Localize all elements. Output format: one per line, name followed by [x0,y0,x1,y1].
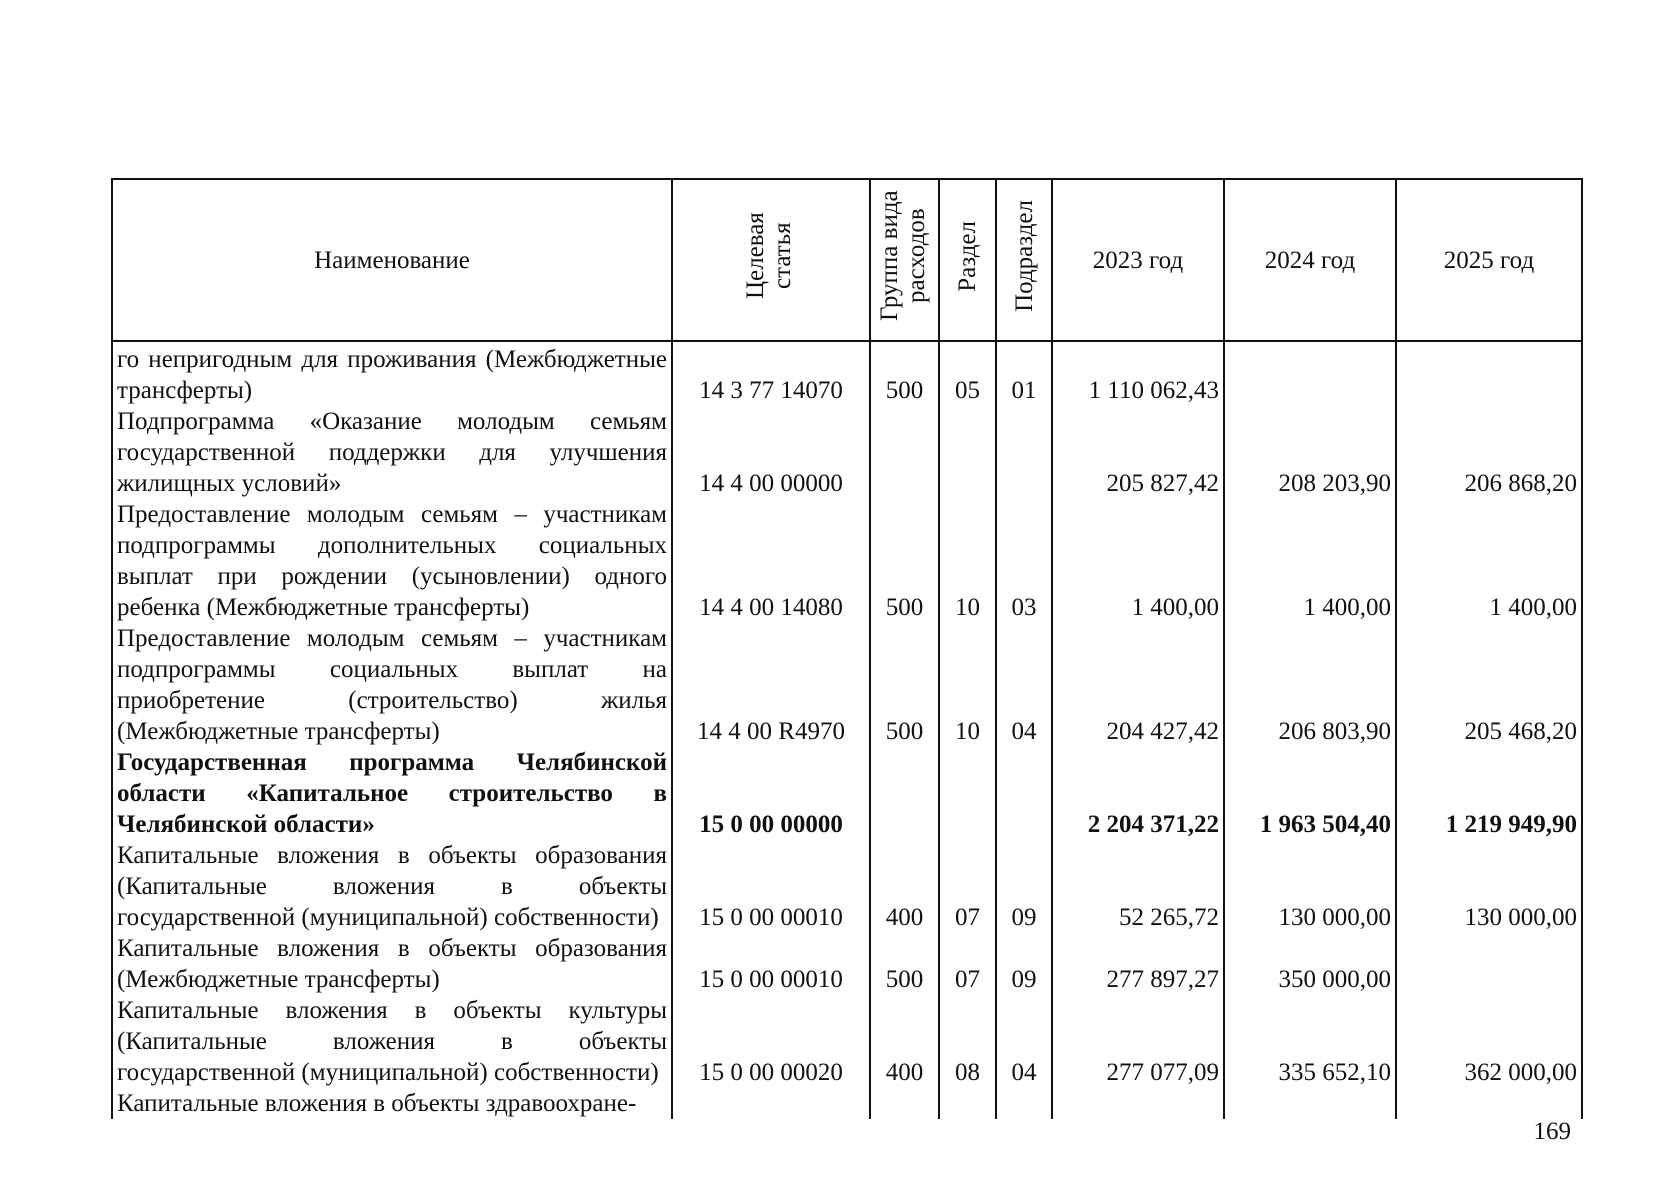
row-2024: 1 963 504,40 [1224,747,1396,840]
row-expense-group: 500 [870,623,939,747]
row-section: 10 [939,623,996,747]
row-subsection: 04 [996,623,1052,747]
row-2023: 1 110 062,43 [1052,341,1224,406]
header-target-article-label: Целевая статья [742,212,796,300]
row-2025: 206 868,20 [1396,406,1582,499]
row-expense-group [870,747,939,840]
header-2024: 2024 год [1224,179,1396,341]
row-target-article: 15 0 00 00020 [672,995,870,1088]
header-subsection [996,179,1052,341]
row-2024: 206 803,90 [1224,623,1396,747]
row-expense-group: 500 [870,499,939,623]
row-2025: 205 468,20 [1396,623,1582,747]
row-2023: 52 265,72 [1052,840,1224,933]
header-expense-group [870,179,939,341]
row-2023: 277 077,09 [1052,995,1224,1088]
row-name: го непригодным для проживания (Межбюджетные трансферты) [112,341,672,406]
row-2024: 335 652,10 [1224,995,1396,1088]
header-section-label: Раздел [954,220,981,292]
row-section [939,747,996,840]
row-expense-group: 400 [870,995,939,1088]
header-row [112,179,1582,341]
row-2023: 1 400,00 [1052,499,1224,623]
row-2023: 277 897,27 [1052,933,1224,995]
table-row [112,623,1582,747]
row-target-article: 14 3 77 14070 [672,341,870,406]
row-2024 [1224,1088,1396,1119]
row-2025: 1 219 949,90 [1396,747,1582,840]
row-name: Капитальные вложения в объекты образования (Межбюджетные трансферты) [112,933,672,995]
row-2023: 204 427,42 [1052,623,1224,747]
table-row [112,933,1582,995]
row-subsection: 09 [996,933,1052,995]
row-subsection: 09 [996,840,1052,933]
row-name: Государственная программа Челябинской области «Капитальное строительство в Челябинской области» [112,747,672,840]
header-expense-group-label: Группа вида расходов [875,190,930,322]
row-2025: 1 400,00 [1396,499,1582,623]
row-subsection [996,747,1052,840]
row-target-article: 14 4 00 00000 [672,406,870,499]
page-number: 169 [1533,1118,1571,1145]
header-target-article [672,179,870,341]
table-row-program [112,747,1582,840]
header-2023: 2023 год [1052,179,1224,341]
row-section: 05 [939,341,996,406]
header-section [939,179,996,341]
table-row [112,341,1582,406]
row-subsection [996,406,1052,499]
table-row [112,499,1582,623]
row-2024: 208 203,90 [1224,406,1396,499]
row-2023 [1052,1088,1224,1119]
row-subsection: 03 [996,499,1052,623]
row-name: Подпрограмма «Оказание молодым семьям государственной поддержки для улучшения жилищных условий» [112,406,672,499]
row-2025: 130 000,00 [1396,840,1582,933]
table-row [112,995,1582,1088]
row-2024: 130 000,00 [1224,840,1396,933]
row-target-article [672,1088,870,1119]
row-2023: 2 204 371,22 [1052,747,1224,840]
row-subsection: 01 [996,341,1052,406]
row-section [939,1088,996,1119]
header-2025: 2025 год [1396,179,1582,341]
row-name: Предоставление молодым семьям – участникам подпрограммы социальных выплат на приобретение (строительство) жилья (Межбюджетные трансферты) [112,623,672,747]
budget-table [111,178,1583,1119]
row-section: 08 [939,995,996,1088]
row-name: Капитальные вложения в объекты здравоохране- [112,1088,672,1119]
row-subsection: 04 [996,995,1052,1088]
header-subsection-label: Подраздел [1010,200,1038,312]
row-target-article: 15 0 00 00000 [672,747,870,840]
row-2025 [1396,933,1582,995]
row-target-article: 14 4 00 R4970 [672,623,870,747]
row-expense-group: 500 [870,341,939,406]
row-2023: 205 827,42 [1052,406,1224,499]
row-expense-group: 400 [870,840,939,933]
row-name: Капитальные вложения в объекты образования (Капитальные вложения в объекты государственной (муниципальной) собственности) [112,840,672,933]
row-name: Предоставление молодым семьям – участникам подпрограммы дополнительных социальных выплат при рождении (усыновлении) одного ребенка (Межбюджетные трансферты) [112,499,672,623]
row-subsection [996,1088,1052,1119]
table-row [112,840,1582,933]
row-section: 07 [939,933,996,995]
row-target-article: 15 0 00 00010 [672,840,870,933]
row-2025 [1396,1088,1582,1119]
row-2024 [1224,341,1396,406]
row-expense-group [870,406,939,499]
row-target-article: 14 4 00 14080 [672,499,870,623]
row-section: 10 [939,499,996,623]
row-target-article: 15 0 00 00010 [672,933,870,995]
header-name: Наименование [112,179,672,341]
row-section: 07 [939,840,996,933]
row-2025: 362 000,00 [1396,995,1582,1088]
row-2024: 350 000,00 [1224,933,1396,995]
table-row [112,406,1582,499]
row-section [939,406,996,499]
table-row [112,1088,1582,1119]
row-2024: 1 400,00 [1224,499,1396,623]
row-name: Капитальные вложения в объекты культуры (Капитальные вложения в объекты государственной (муниципальной) собственности) [112,995,672,1088]
row-2025 [1396,341,1582,406]
row-expense-group: 500 [870,933,939,995]
row-expense-group [870,1088,939,1119]
